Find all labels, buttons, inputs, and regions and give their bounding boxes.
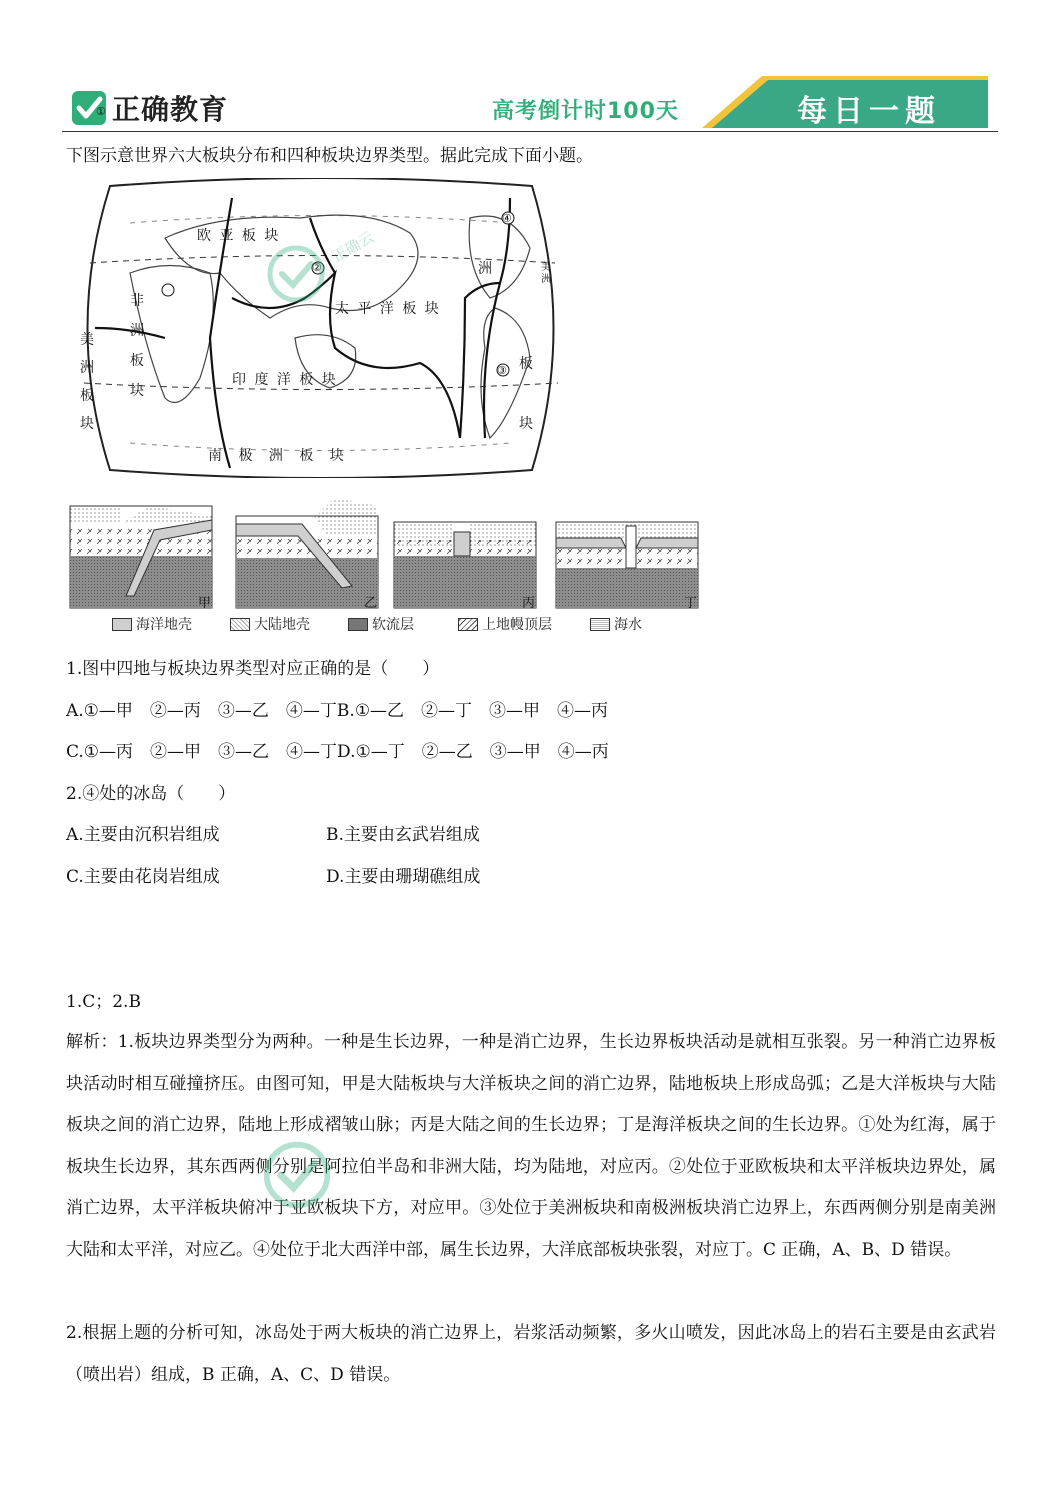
daily-question-title: 每日一题 [797,94,941,129]
swatch-upper-mantle [458,618,478,631]
header-rule [62,131,998,132]
label-pacific-plate: 太 平 洋 板 块 [335,301,441,317]
legend-seawater [590,614,642,634]
label-africa-plate [130,286,146,406]
label-america-plate-right [519,334,535,454]
america-left-char-1: 美 [80,332,94,348]
marker-3: ③ [497,364,507,377]
marker-1: ① [96,105,106,118]
legend-label-asthenosphere: 软流层 [372,617,414,633]
page-header [62,72,998,134]
africa-char-2: 洲 [130,323,144,339]
q2-option-c: C.主要由花岗岩组成 [66,867,220,887]
intro-text: 下图示意世界六大板块分布和四种板块边界类型。据此完成下面小题。 [66,146,593,166]
legend-continental-crust [230,614,310,634]
q1-options-cd: C.①—丙 ②—甲 ③—乙 ④—丁D.①—丁 ②—乙 ③—甲 ④—丙 [66,742,609,762]
watermark-logo-body [262,1140,332,1214]
small-america-char-1: 美 [541,262,551,273]
label-indian-plate: 印 度 洋 板 块 [232,372,338,388]
label-eurasia-plate: 欧 亚 板 块 [197,228,281,244]
label-small-america [541,262,553,286]
q1-options-ab: A.①—甲 ②—丙 ③—乙 ④—丁B.①—乙 ②—丁 ③—甲 ④—丙 [66,701,609,721]
america-left-char-2: 洲 [80,360,94,376]
label-america-plate-left [80,326,96,438]
legend-label-oceanic-crust: 海洋地壳 [136,617,192,633]
label-antarctic-plate: 南 极 洲 板 块 [208,448,350,464]
section-label-ding: 丁 [684,596,698,611]
watermark-logo [266,244,326,308]
analysis-1: 解析：1.板块边界类型分为两种。一种是生长边界，一种是消亡边界，生长边界板块活动是就相互张裂。另一种消亡边界板块活动时相互碰撞挤压。由图可知，甲是大陆板块与大洋板块之间的消亡边界，陆地板块上形成岛弧；乙是大洋板块与大陆板块之间的消亡边界，陆地上形成褶皱山脉；丙是大陆之间的生长边界；丁是海洋板块之间的生长边界。①处为红海，属于板块生长边界，其东西两侧分别是阿拉伯半岛和非洲大陆，均为陆地，对应丙。②处位于亚欧板块和太平洋板块边界处，属消亡边界，太平洋板块俯冲于亚欧板块下方，对应甲。③处位于美洲板块和南极洲板块消亡边界上，东西两侧分别是南美洲大陆和太平洋，对应乙。④处位于北大西洋中部，属生长边界，大洋底部板块张裂，对应丁。C 正确，A、B、D 错误。 [66,1032,996,1260]
swatch-asthenosphere [348,618,368,631]
q2-option-b: B.主要由玄武岩组成 [326,825,480,845]
swatch-oceanic-crust [112,618,132,631]
legend-asthenosphere [348,614,414,634]
countdown-text: 高考倒计时100天 [492,99,679,124]
america-left-char-3: 板 [80,388,94,404]
america-left-char-4: 块 [80,416,94,432]
q1-stem: 1.图中四地与板块边界类型对应正确的是（ ） [66,659,440,679]
africa-char-3: 板 [130,353,144,369]
section-label-bing: 丙 [522,596,536,611]
small-america-char-2: 洲 [541,274,551,285]
africa-char-4: 块 [130,383,144,399]
america-right-char-2: 块 [519,416,533,432]
swatch-continental-crust [230,618,250,631]
swatch-seawater [590,618,610,631]
africa-char-1: 非 [130,293,144,309]
legend-upper-mantle [458,614,552,634]
label-america-right-top: 洲 [478,261,492,277]
marker-4: ④ [502,212,512,225]
legend-oceanic-crust [112,614,192,634]
watermark-text: 正确云 [328,227,377,266]
q2-option-d: D.主要由珊瑚礁组成 [326,867,481,887]
answer-key: 1.C；2.B [66,992,141,1012]
analysis-2: 2.根据上题的分析可知，冰岛处于两大板块的消亡边界上，岩浆活动频繁，多火山喷发，因此冰岛上的岩石主要是由玄武岩（喷出岩）组成，B 正确，A、C、D 错误。 [66,1323,996,1385]
q2-option-a: A.主要由沉积岩组成 [66,825,220,845]
q2-stem: 2.④处的冰岛（ ） [66,784,236,804]
legend-label-continental-crust: 大陆地壳 [254,617,310,633]
section-label-yi: 乙 [364,596,378,611]
legend-label-seawater: 海水 [614,617,642,633]
marker-2: ② [312,261,322,274]
legend-label-upper-mantle: 上地幔顶层 [482,617,552,633]
brand-name: 正确教育 [112,93,229,126]
america-right-char-1: 板 [519,356,533,372]
section-label-jia: 甲 [198,596,212,611]
